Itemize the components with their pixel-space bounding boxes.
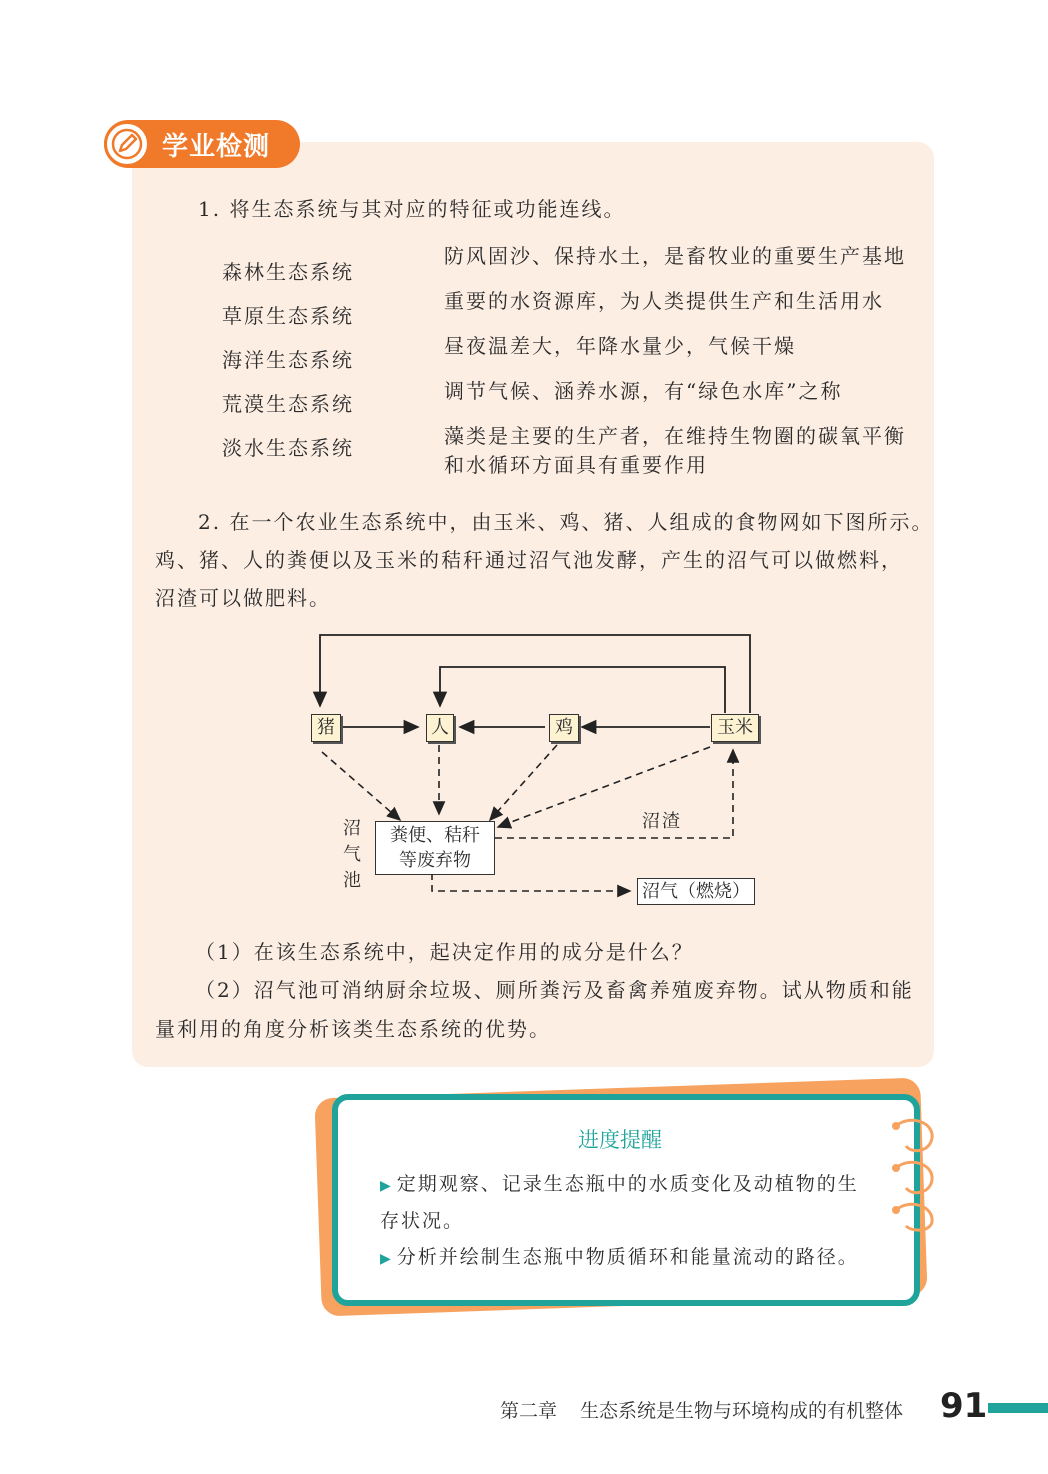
pool-label-char: 池: [343, 870, 363, 891]
play-bullet-icon: ▶: [380, 1251, 393, 1267]
reminder-item-text: 定期观察、记录生态瓶中的水质变化及动植物的生: [396, 1173, 859, 1195]
footer-chapter-title: 生态系统是生物与环境构成的有机整体: [580, 1400, 904, 1422]
q2-sub2-line1: （2）沼气池可消纳厨余垃圾、厕所粪污及畜禽养殖废弃物。试从物质和能: [195, 978, 914, 1002]
waste-label-line2: 等废弃物: [399, 850, 471, 871]
arrow-corn-to-pig: [320, 635, 750, 713]
feature-item: 重要的水资源库，为人类提供生产和生活用水: [444, 289, 884, 313]
node-chicken: 鸡: [549, 714, 579, 742]
system-item: 森林生态系统: [222, 260, 354, 284]
node-biogas: 沼气（燃烧）: [637, 878, 755, 905]
system-item: 海洋生态系统: [222, 348, 354, 372]
arrow-corn-to-human: [440, 667, 725, 713]
feature-item: 调节气候、涵养水源，有“绿色水库”之称: [444, 379, 843, 403]
system-item: 草原生态系统: [222, 304, 354, 328]
node-waste: [375, 821, 495, 875]
node-corn: 玉米: [711, 714, 759, 742]
waste-label-line1: 粪便、秸秆: [390, 825, 480, 846]
q2-sub1: （1）在该生态系统中，起决定作用的成分是什么？: [195, 940, 694, 964]
footer-chapter: 第二章: [500, 1400, 558, 1422]
feature-item: 防风固沙、保持水土，是畜牧业的重要生产基地: [444, 244, 906, 268]
reminder-item-text: 分析并绘制生态瓶中物质循环和能量流动的路径。: [396, 1246, 859, 1268]
q2-text-line: 沼渣可以做肥料。: [155, 586, 331, 610]
arrow-pig-to-waste: [322, 752, 400, 820]
feature-item-cont: 和水循环方面具有重要作用: [444, 453, 708, 477]
pool-label-char: 沼: [343, 818, 363, 839]
page-number: 91: [940, 1386, 988, 1426]
q2-sub2-line2: 量利用的角度分析该类生态系统的优势。: [155, 1017, 551, 1041]
reminder-item-cont: 存状况。: [380, 1210, 465, 1232]
node-human: 人: [426, 714, 454, 742]
arrow-waste-to-biogas: [432, 873, 630, 891]
q2-text-line: 2. 在一个农业生态系统中，由玉米、鸡、猪、人组成的食物网如下图所示。: [198, 510, 934, 534]
q2-text-line: 鸡、猪、人的粪便以及玉米的秸秆通过沼气池发酵，产生的沼气可以做燃料，: [155, 548, 903, 572]
section-title: 学业检测: [162, 132, 271, 162]
arrow-residue-to-corn: [495, 750, 733, 838]
pool-label-char: 气: [343, 844, 363, 865]
play-bullet-icon: ▶: [380, 1178, 393, 1194]
node-pig: 猪: [311, 714, 341, 742]
system-item: 淡水生态系统: [222, 436, 354, 460]
residue-label: 沼渣: [642, 811, 682, 832]
feature-item: 藻类是主要的生产者，在维持生物圈的碳氧平衡: [444, 424, 906, 448]
feature-item: 昼夜温差大，年降水量少，气候干燥: [444, 334, 796, 358]
reminder-item: [380, 1242, 859, 1269]
q1-prompt: 1. 将生态系统与其对应的特征或功能连线。: [198, 197, 626, 221]
system-item: 荒漠生态系统: [222, 392, 354, 416]
reminder-title: 进度提醒: [578, 1128, 662, 1152]
footer-accent-bar: [988, 1403, 1048, 1413]
reminder-item: [380, 1169, 859, 1196]
